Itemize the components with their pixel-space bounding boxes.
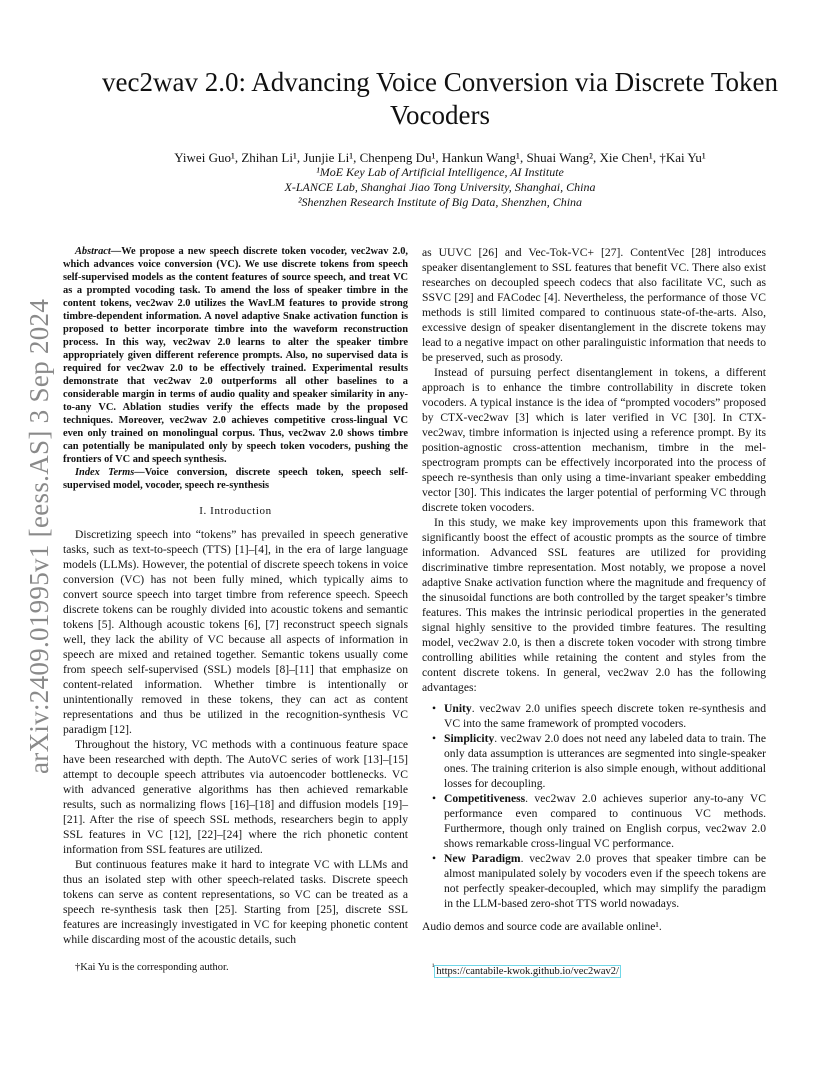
abstract-label: Abstract [75, 246, 111, 257]
affiliation-2: X-LANCE Lab, Shanghai Jiao Tong University, Shanghai, China [284, 180, 596, 194]
footnote-corresponding-author: †Kai Yu is the corresponding author. [75, 962, 229, 973]
advantages-list [422, 701, 766, 911]
closing-line: Audio demos and source code are available online¹. [422, 920, 662, 933]
author-block [60, 150, 820, 210]
bullet-label: New Paradigm [444, 852, 521, 865]
list-item [434, 851, 766, 911]
title-line-1: vec2wav 2.0: Advancing Voice Conversion via Discrete Token [102, 67, 778, 97]
title-line-2: Vocoders [390, 100, 490, 130]
bullet-label: Competitiveness [444, 792, 526, 805]
intro-paragraph-1: Discretizing speech into “tokens” has prevailed in speech generative tasks, such as text-to-speech (TTS) [1]–[4], in the era of large language models (LLMs). However, the potential of discrete speech tokens in voice conversion (VC) has not been fully mined, which typically aims to convert source speech into target timbre from reference speech. Speech discrete tokens can be roughly divided into acoustic tokens and semantic tokens [5]. Although acoustic tokens [6], [7] reconstruct speech signals well, they lack the ability of VC because all aspects of information in speech are mixed and retained together. Semantic tokens usually come from speech self-supervised (SSL) models [8]–[11] that emphasize on content-related information. Whether timbre is intentionally or unintentionally removed in these tokens, they can act as content representations and thus be utilized in the recognition-synthesis VC paradigm [12]. [63, 528, 408, 736]
footnote-url [432, 962, 621, 977]
affiliation-3: ²Shenzhen Research Institute of Big Data, Shenzhen, China [297, 195, 583, 209]
left-column [63, 245, 408, 947]
list-item [434, 731, 766, 791]
intro-paragraph-3: But continuous features make it hard to integrate VC with LLMs and thus an isolated step with other speech-related tasks. Discrete speech tokens can serve as content representations, so VC can be treated as a speech re-synthesis task then [25]. Starting from [25], discrete SSL features are increasingly investigated in VC for keeping phonetic content while discarding most of the acoustic details, such [63, 858, 408, 946]
paper-title [60, 66, 820, 132]
bullet-label: Simplicity [444, 732, 495, 745]
intro-paragraph-5: Instead of pursuing perfect disentanglement in tokens, a different approach is to enhance the timbre controllability in discrete token vocoders. A typical instance is the idea of “prompted vocoders” proposed by CTX-vec2wav [3] which is later verified in VC [30]. In CTX-vec2wav, timbre information is injected using a reference prompt. By its position-agnostic cross-attention mechanism, timbre in the mel-spectrogram prompts can be effectively incorporated into the process of speech re-synthesis than only using a time-invariant speaker embedding vector [30]. This indicates the larger potential of performing VC through discrete token vocoders. [422, 366, 766, 514]
bullet-text: . vec2wav 2.0 unifies speech discrete token re-synthesis and VC into the same framework of prompted vocoders. [444, 702, 766, 730]
index-terms-label: Index Terms [75, 467, 135, 478]
abstract [63, 245, 408, 466]
section-heading: I. Introduction [199, 505, 272, 517]
index-terms [63, 466, 408, 492]
bullet-label: Unity [444, 702, 472, 715]
list-item [434, 701, 766, 731]
demo-link[interactable]: https://cantabile-kwok.github.io/vec2wav2/ [436, 965, 619, 977]
arxiv-stamp [24, 294, 58, 774]
bullet-text: . vec2wav 2.0 proves that speaker timbre can be almost manipulated solely by vocoders even if the speech tokens are not perfectly speaker-decoupled, which may simplify the paradigm in the LLM-based zero-shot TTS world nowadays. [444, 852, 766, 910]
bullet-text: . vec2wav 2.0 does not need any labeled data to train. The only data assumption is utterances are segmented into single-speaker ones. The training criterion is also simple enough, without additional losses for decoupling. [444, 732, 766, 790]
bullet-text: . vec2wav 2.0 achieves superior any-to-any VC performance even compared to continuous VC methods. Furthermore, though only trained on English corpus, vec2wav 2.0 shows remarkable cross-lingual VC performance. [444, 792, 766, 850]
footnote-mark: ¹ [432, 962, 435, 971]
author-names: Yiwei Guo¹, Zhihan Li¹, Junjie Li¹, Chenpeng Du¹, Hankun Wang¹, Shuai Wang², Xie Chen¹, †Kai Yu¹ [174, 150, 706, 165]
intro-paragraph-6: In this study, we make key improvements upon this framework that significantly boost the effect of acoustic prompts as the source of timbre information. Advanced SSL features are utilized for providing discriminative timbre representation. Most notably, we propose a novel adaptive Snake activation function where the magnitude and frequency of the sinusoidal functions are both controlled by the target speaker’s timbre features. This makes the intrinsic periodical properties in the generated signal highly sensitive to the provided timbre features. The resulting model, vec2wav 2.0, is then a discrete token vocoder with strong timbre controlling abilities while retaining the content and styles from the content discrete tokens. In general, vec2wav 2.0 has the following advantages: [422, 516, 766, 694]
right-column [422, 245, 766, 934]
intro-paragraph-2: Throughout the history, VC methods with a continuous feature space have been researched with depth. The AutoVC series of work [13]–[15] attempt to decouple speech attributes via autoencoder bottlenecks. VC with advanced generative algorithms has then achieved remarkable results, such as normalizing flows [16]–[18] and diffusion models [19]–[21]. After the rise of speech SSL methods, researchers begin to apply SSL features in VC [12], [22]–[24] where the rich phonetic content information from SSL features are utilized. [63, 738, 408, 856]
affiliation-1: ¹MoE Key Lab of Artificial Intelligence, AI Institute [316, 165, 564, 179]
list-item [434, 791, 766, 851]
abstract-body: —We propose a new speech discrete token vocoder, vec2wav 2.0, which advances voice conversion (VC). We use discrete tokens from speech self-supervised models as the content features of source speech, and treat VC as a prompted vocoding task. To amend the loss of speaker timbre in the content tokens, vec2wav 2.0 utilizes the WavLM features to provide strong timbre-dependent information. A novel adaptive Snake activation function is proposed to better incorporate timbre into the waveform reconstruction process. In this way, vec2wav 2.0 learns to alter the speaker timbre appropriately given different reference prompts. Also, no supervised data is required for vec2wav 2.0 to be effectively trained. Experimental results demonstrate that vec2wav 2.0 outperforms all other baselines to a considerable margin in terms of audio quality and speaker similarity in any-to-any VC. Ablation studies verify the effects made by the proposed techniques. Moreover, vec2wav 2.0 achieves competitive cross-lingual VC even only trained on monolingual corpus. Thus, vec2wav 2.0 shows timbre can potentially be manipulated only by speech token vocoders, pushing the frontiers of VC and speech synthesis. [63, 246, 408, 465]
arxiv-identifier: arXiv:2409.01995v1 [eess.AS] 3 Sep 2024 [24, 298, 54, 774]
index-terms-body: —Voice conversion, discrete speech token, speech self-supervised model, vocoder, speech re-synthesis [63, 467, 408, 491]
intro-paragraph-4: as UUVC [26] and Vec-Tok-VC+ [27]. ContentVec [28] introduces speaker disentanglement to SSL features that benefit VC. There also exist researches on decoupled speech codecs that also facilitate VC, such as SSVC [29] and FACodec [4]. Nevertheless, the performance of those VC methods is still limited compared to continuous state-of-the-arts. Also, excessive design of speaker disentanglement in the discrete tokens may lead to a negative impact on other paralinguistic information that needs to be preserved, such as prosody. [422, 246, 766, 364]
